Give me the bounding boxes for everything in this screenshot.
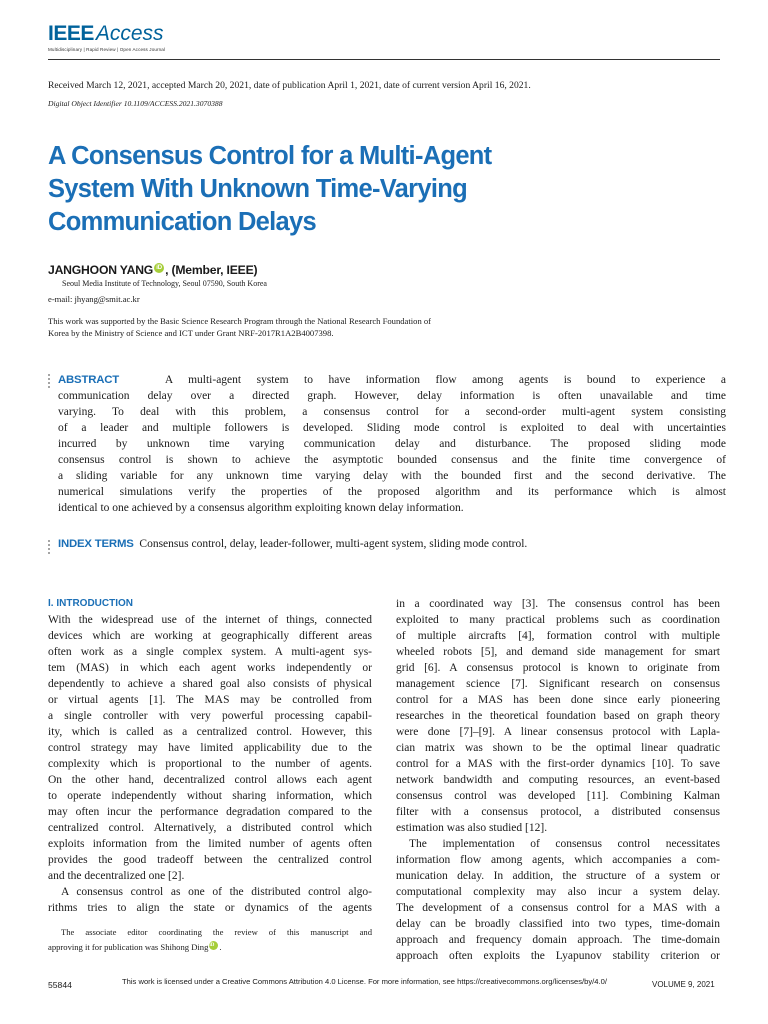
body-line: devices which are working at geographically different areas xyxy=(48,630,372,642)
body-line: often work as a single complex system. A multi-agent sys- xyxy=(48,646,372,658)
abstract-line: ABSTRACT A multi-agent system to have information flow among agents is bound to experience a xyxy=(58,374,726,386)
abstract-label: ABSTRACT xyxy=(58,374,120,386)
body-line: exploits information from the limited number of agents often xyxy=(48,838,372,850)
index-terms xyxy=(58,538,726,550)
abstract-line: incurred by unknown time varying communication delay and disturbance. The proposed sliding mode xyxy=(58,438,726,450)
footnote-line: The associate editor coordinating the review of this manuscript and xyxy=(61,927,372,937)
body-line: information flow among agents, which accompanies a com- xyxy=(396,854,720,866)
body-column-right xyxy=(396,596,720,964)
section-heading: I. INTRODUCTION xyxy=(48,598,133,609)
paper-title xyxy=(48,140,608,239)
abstract-line: numerical simulations verify the properties of the proposed algorithm and its performance which is almost xyxy=(58,486,726,498)
abstract-line: consensus control is shown to achieve the asymptotic bounded consensus and the finite time convergence of xyxy=(58,454,726,466)
body-line: cian matrix was shown to be the optimal linear quadratic xyxy=(396,742,720,754)
title-line: Communication Delays xyxy=(48,208,316,236)
received-dates: Received March 12, 2021, accepted March 20, 2021, date of publication April 1, 2021, date of current version April 16, 2021. xyxy=(48,80,531,91)
body-line: On the other hand, decentralized control allows each agent xyxy=(48,774,372,786)
body-line: in a coordinated way [3]. The consensus control has been xyxy=(396,598,720,610)
header-divider xyxy=(48,59,720,60)
body-line: filter with a consensus protocol, a distributed consensus xyxy=(396,806,720,818)
body-line: munication delay. In addition, the structure of a system or xyxy=(396,870,720,882)
footnote-line: approving it for publication was Shihong DingiD . xyxy=(48,942,222,952)
body-line: network bandwidth and computing resources, an event-based xyxy=(396,774,720,786)
body-line: management science [7]. Significant research on consensus xyxy=(396,678,720,690)
body-line: delay can be broadly classified into two types, time-domain xyxy=(396,918,720,930)
body-line: approach often exploits the Lyapunov stability criterion or xyxy=(396,950,720,962)
body-line: grid [6]. A consensus protocol is known to originate from xyxy=(396,662,720,674)
body-line: of multiple aircrafts [4], formation control with multiple xyxy=(396,630,720,642)
logo-tagline: Multidisciplinary | Rapid Review | Open Access Journal xyxy=(48,47,166,52)
doi[interactable]: Digital Object Identifier 10.1109/ACCESS.2021.3070388 xyxy=(48,99,223,108)
body-line: computational complexity may also incur a system delay. xyxy=(396,886,720,898)
author-name: JANGHOON YANG xyxy=(48,263,154,277)
funding-note xyxy=(48,315,548,339)
journal-logo xyxy=(48,22,248,56)
body-line: were done [7]–[9]. A linear consensus protocol with Lapla- xyxy=(396,726,720,738)
body-line: consensus control was developed [11]. Combining Kalman xyxy=(396,790,720,802)
body-line: wheeled robots [5], and demand side management for smart xyxy=(396,646,720,658)
index-terms-marker-icon xyxy=(48,540,51,556)
body-line: With the widespread use of the internet of things, connected xyxy=(48,614,372,626)
abstract-line: varying. To deal with this problem, a consensus control for a second-order multi-agent system consisting xyxy=(58,406,726,418)
body-line: to operate independently without sharing information, which xyxy=(48,790,372,802)
body-column-left xyxy=(48,596,372,916)
body-line: control for a MAS with the first-order dynamics [10]. To save xyxy=(396,758,720,770)
author-line xyxy=(48,263,257,277)
author-affiliation: Seoul Media Institute of Technology, Seoul 07590, South Korea xyxy=(62,279,267,288)
body-line: ity, which is called as a centralized control. However, this xyxy=(48,726,372,738)
funding-line: Korea by the Ministry of Science and ICT under Grant NRF-2017R1A2B4007398. xyxy=(48,328,334,338)
body-line: exploited to many practical problems such as coordination xyxy=(396,614,720,626)
funding-line: This work was supported by the Basic Science Research Program through the National Research Foundation of xyxy=(48,316,432,326)
body-line: tem (MAS) in which each agent works independently or xyxy=(48,662,372,674)
body-line: a single controller with very powerful processing capabil- xyxy=(48,710,372,722)
body-line: may often incur the performance degradation compared to the xyxy=(48,806,372,818)
abstract xyxy=(58,372,726,516)
body-line: The implementation of consensus control necessitates xyxy=(409,838,720,850)
index-terms-text: Consensus control, delay, leader-follower, multi-agent system, sliding mode control. xyxy=(139,538,528,550)
body-line: estimation was also studied [12]. xyxy=(396,822,548,834)
body-line: A consensus control as one of the distributed control algo- xyxy=(61,886,372,898)
title-line: System With Unknown Time-Varying xyxy=(48,175,467,203)
body-line: control for a MAS has been done since early pioneering xyxy=(396,694,720,706)
body-line: control strategy may have limited applicability due to the xyxy=(48,742,372,754)
abstract-line: communication delay over a directed graph. However, delay information is often unavailable and time xyxy=(58,390,726,402)
body-line: The development of a consensus control for a MAS with a xyxy=(396,902,720,914)
body-line: provides the good tradeoff between the centralized control xyxy=(48,854,372,866)
body-line: approach and frequency domain approach. The time-domain xyxy=(396,934,720,946)
body-line: or virtual agents [1]. The MAS may be controlled from xyxy=(48,694,372,706)
orcid-icon[interactable]: iD xyxy=(154,263,164,273)
abstract-line: of a leader and multiple followers is developed. Sliding mode control is exploited to deal with uncertainties xyxy=(58,422,726,434)
index-terms-label: INDEX TERMS xyxy=(58,538,134,550)
abstract-marker-icon xyxy=(48,374,51,390)
body-line: and the decentralized one [2]. xyxy=(48,870,185,882)
body-line: rithms tries to align the state or dynamics of the agents xyxy=(48,902,372,914)
logo-access: Access xyxy=(95,22,164,45)
author-email[interactable]: e-mail: jhyang@smit.ac.kr xyxy=(48,294,140,304)
orcid-icon[interactable]: iD xyxy=(209,941,218,950)
title-line: A Consensus Control for a Multi-Agent xyxy=(48,142,492,170)
page-number: 55844 xyxy=(48,980,72,990)
abstract-line: a sliding variable for any unknown time varying delay with the bounded first and the second derivative. The xyxy=(58,470,726,482)
body-line: complexity which is proportional to the number of agents. xyxy=(48,758,372,770)
author-membership: , (Member, IEEE) xyxy=(165,263,258,277)
logo-ieee: IEEE xyxy=(48,22,94,45)
body-line: centralized control. Alternatively, a distributed control which xyxy=(48,822,372,834)
body-line: dependently to achieve a shared goal also consists of physical xyxy=(48,678,372,690)
license-notice[interactable]: This work is licensed under a Creative Commons Attribution 4.0 License. For more information, see https://creativecommons.org/licenses/by/4.0/ xyxy=(122,977,607,986)
body-line: researches in the theoretical foundation based on graph theory xyxy=(396,710,720,722)
volume-info: VOLUME 9, 2021 xyxy=(652,980,715,989)
abstract-line: identical to one achieved by a consensus algorithm exploiting known delay information. xyxy=(58,502,464,514)
footnote xyxy=(48,925,372,955)
